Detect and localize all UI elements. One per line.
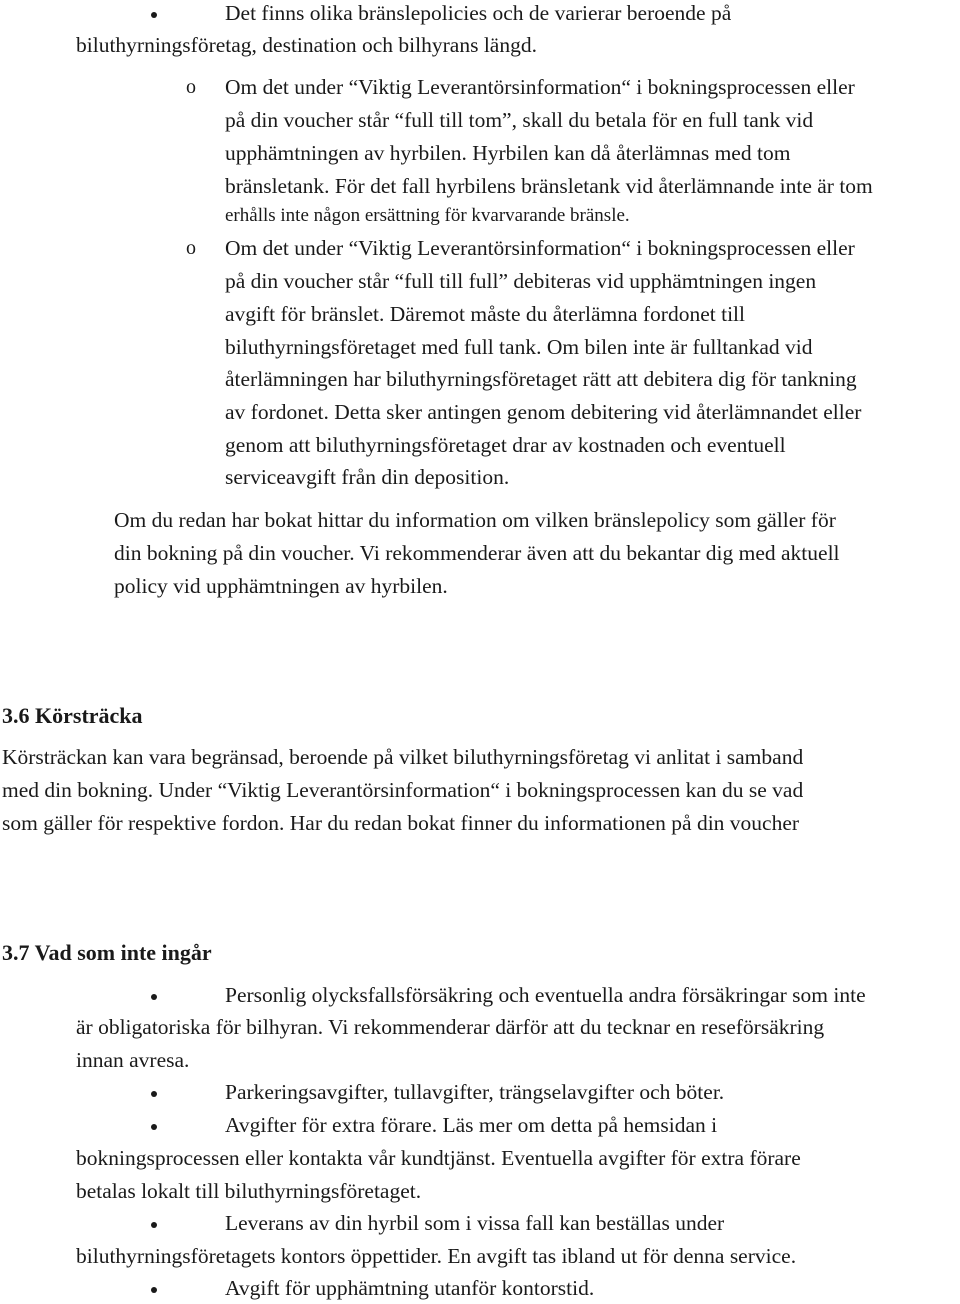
bullet-extra-driver-line: betalas lokalt till biluthyrningsföretaget.	[76, 1179, 422, 1203]
korstracka-paragraph-line: Körsträckan kan vara begränsad, beroende på vilket biluthyrningsföretag vi anlitat i samband	[2, 745, 804, 769]
bullet-extra-driver-line: Avgifter för extra förare. Läs mer om detta på hemsidan i	[225, 1113, 718, 1137]
sub-bullet-full-to-full-line: återlämningen har biluthyrningsföretaget rätt att debitera dig för tankning	[225, 367, 857, 391]
bullet-item-fuel-policies-line: Det finns olika bränslepolicies och de varierar beroende på	[225, 1, 732, 25]
policy-paragraph-line: din bokning på din voucher. Vi rekommenderar även att du bekantar dig med aktuell	[114, 541, 840, 565]
bullet-accident-insurance-line: är obligatoriska för bilhyran. Vi rekommenderar därför att du tecknar en reseförsäkring	[76, 1015, 825, 1039]
sub-bullet-full-to-full-line: serviceavgift från din deposition.	[225, 465, 510, 489]
policy-paragraph-line: Om du redan har bokat hittar du information om vilken bränslepolicy som gäller för	[114, 508, 836, 532]
policy-paragraph-line: policy vid upphämtningen av hyrbilen.	[114, 574, 448, 598]
korstracka-paragraph-line: som gäller för respektive fordon. Har du redan bokat finner du informationen på din voucher	[2, 811, 800, 835]
sub-bullet-full-to-empty-line: upphämtningen av hyrbilen. Hyrbilen kan då återlämnas med tom	[225, 141, 791, 165]
sub-bullet-full-to-empty-line: bränsletank. För det fall hyrbilens bränsletank vid återlämnande inte är tom	[225, 174, 873, 198]
sub-bullet-full-to-full-line: på din voucher står “full till full” debiteras vid upphämtningen ingen	[225, 269, 817, 293]
bullet-accident-insurance-line: innan avresa.	[76, 1048, 190, 1072]
bullet-dot	[151, 1124, 157, 1130]
section-heading-korstracka: 3.6 Körsträcka	[2, 703, 143, 728]
bullet-dot	[151, 12, 157, 18]
bullet-accident-insurance-line: Personlig olycksfallsförsäkring och eventuella andra försäkringar som inte	[225, 983, 866, 1007]
bullet-extra-driver-line: bokningsprocessen eller kontakta vår kundtjänst. Eventuella avgifter för extra förare	[76, 1146, 801, 1170]
bullet-parking-fees-line: Parkeringsavgifter, tullavgifter, trängselavgifter och böter.	[225, 1080, 725, 1104]
sub-bullet-full-to-full-line: Om det under “Viktig Leverantörsinformation“ i bokningsprocessen eller	[225, 236, 855, 260]
bullet-dot	[151, 1287, 157, 1293]
sub-bullet-full-to-empty-line: på din voucher står “full till tom”, skall du betala för en full tank vid	[225, 108, 814, 132]
sub-bullet-full-to-full-line: biluthyrningsföretaget med full tank. Om bilen inte är fulltankad vid	[225, 335, 813, 359]
sub-bullet-full-to-full-line: av fordonet. Detta sker antingen genom debitering vid återlämnandet eller	[225, 400, 862, 424]
bullet-dot	[151, 994, 157, 1000]
bullet-dot	[151, 1222, 157, 1228]
sub-bullet-full-to-empty-line: erhålls inte någon ersättning för kvarvarande bränsle.	[225, 205, 630, 226]
bullet-dot	[151, 1091, 157, 1097]
section-heading-vad-som-inte-ingar: 3.7 Vad som inte ingår	[2, 940, 212, 965]
bullet-item-fuel-policies-line: biluthyrningsföretag, destination och bilhyrans längd.	[76, 33, 537, 57]
sub-bullet-full-to-empty-line: Om det under “Viktig Leverantörsinformation“ i bokningsprocessen eller	[225, 75, 855, 99]
sub-bullet-marker: o	[186, 237, 196, 259]
sub-bullet-full-to-full-line: avgift för bränslet. Däremot måste du återlämna fordonet till	[225, 302, 745, 326]
sub-bullet-full-to-full-line: genom att biluthyrningsföretaget drar av kostnaden och eventuell	[225, 433, 786, 457]
korstracka-paragraph-line: med din bokning. Under “Viktig Leverantörsinformation“ i bokningsprocessen kan du se vad	[2, 778, 804, 802]
bullet-delivery-line: Leverans av din hyrbil som i vissa fall kan beställas under	[225, 1211, 725, 1235]
bullet-delivery-line: biluthyrningsföretagets kontors öppettider. En avgift tas ibland ut för denna service.	[76, 1244, 797, 1268]
sub-bullet-marker: o	[186, 76, 196, 98]
bullet-after-hours-pickup-line: Avgift för upphämtning utanför kontorstid.	[225, 1276, 595, 1300]
